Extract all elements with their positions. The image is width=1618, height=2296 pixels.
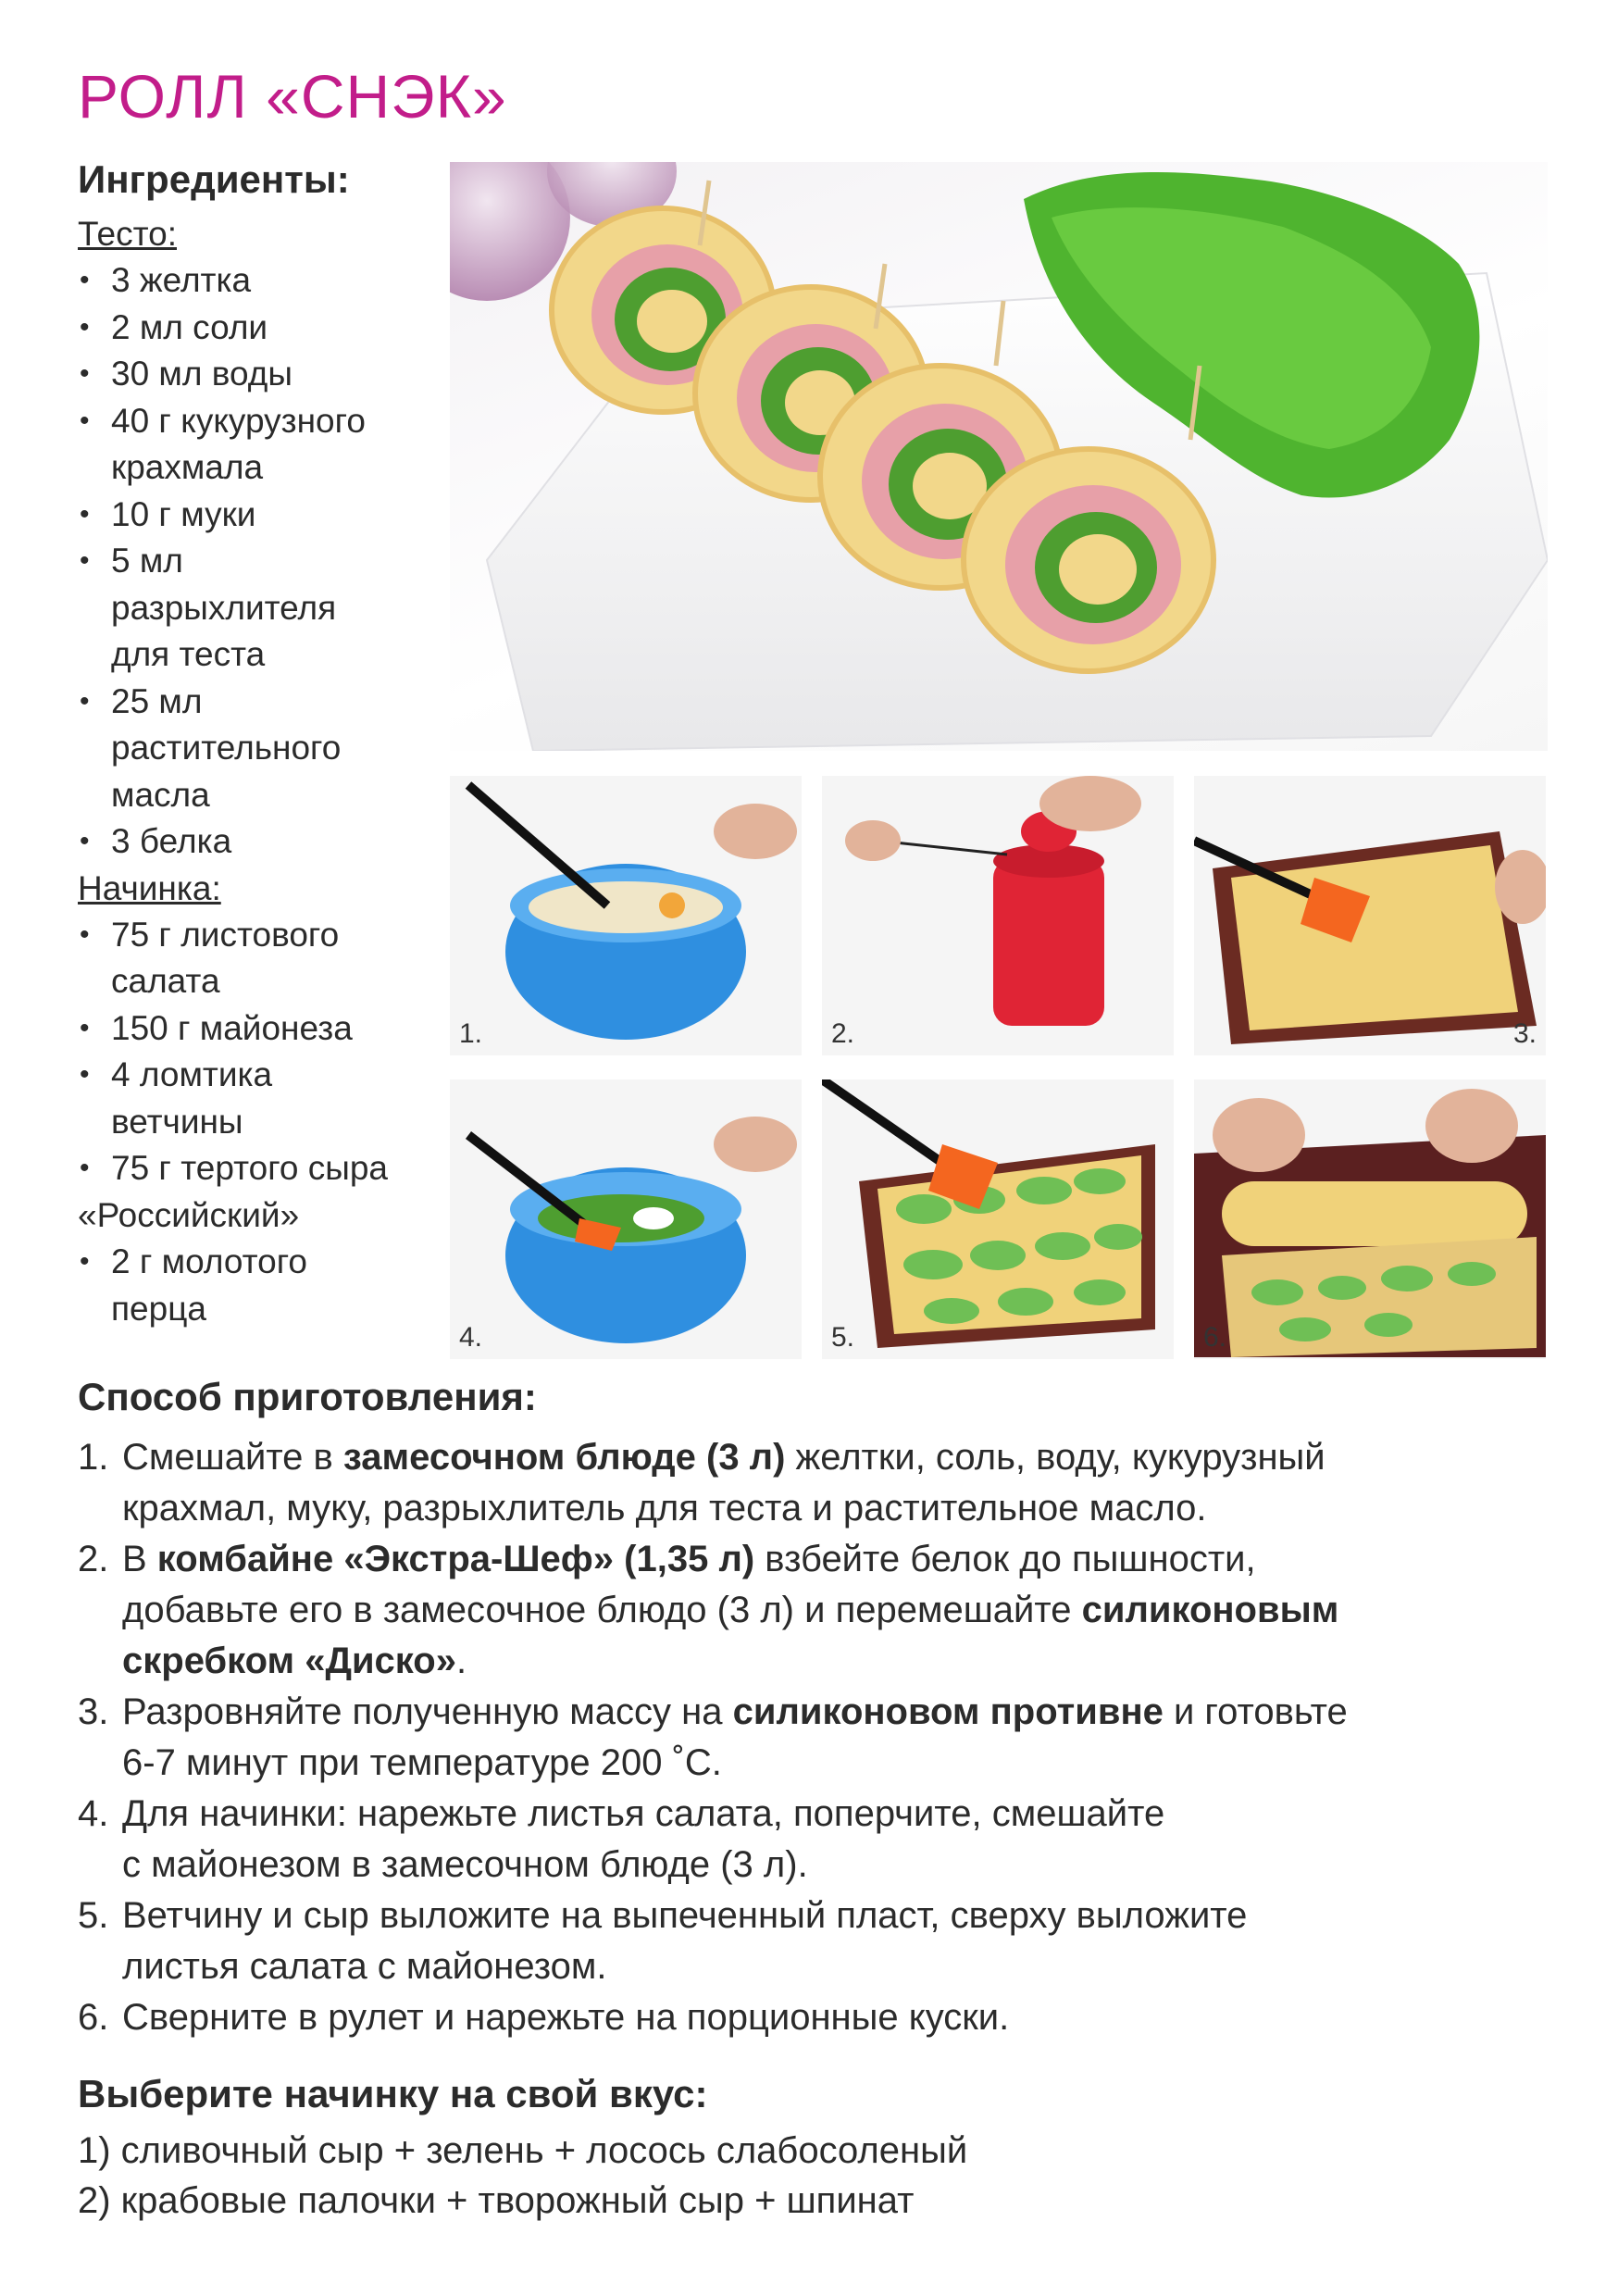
step-number: 6. bbox=[78, 1997, 109, 2038]
step-text: листья салата с майонезом. bbox=[122, 1946, 607, 1987]
step-number: 6. bbox=[1203, 1322, 1227, 1353]
ingredient-text: 3 белка bbox=[111, 822, 232, 860]
ingredient-text: 75 г листового bbox=[111, 915, 340, 954]
step-text: Ветчину и сыр выложите на выпеченный пласт, сверху выложите bbox=[122, 1895, 1248, 1936]
ingredient-text: масла bbox=[111, 775, 210, 814]
step-photo-3 bbox=[1194, 776, 1546, 1055]
bullet-icon: • bbox=[80, 358, 90, 389]
step-text: Сверните в рулет и нарежьте на порционные куски. bbox=[122, 1997, 1010, 2038]
ingredient-item bbox=[78, 1239, 448, 1332]
step-photo-6 bbox=[1194, 1079, 1546, 1359]
bullet-icon: • bbox=[80, 1012, 90, 1043]
step-text: взбейте белок до пышности, bbox=[754, 1539, 1256, 1579]
hero-photo bbox=[450, 162, 1548, 751]
step-text: 6-7 минут при температуре 200 ˚С. bbox=[122, 1742, 722, 1783]
product-name: комбайне «Экстра-Шеф» (1,35 л) bbox=[156, 1539, 755, 1579]
ingredient-text: 2 г молотого bbox=[111, 1242, 307, 1280]
ingredient-item bbox=[78, 398, 448, 492]
product-name: скребком «Диско» bbox=[122, 1641, 456, 1681]
filling-option: 2) крабовые палочки + творожный сыр + шпинат bbox=[78, 2180, 915, 2221]
ingredient-item bbox=[78, 1145, 448, 1192]
step-number: 4. bbox=[459, 1322, 483, 1353]
product-name: силиконовым bbox=[1081, 1590, 1339, 1630]
step-text: В bbox=[122, 1539, 157, 1579]
choose-filling-section bbox=[78, 2072, 1559, 2226]
step-number: 5. bbox=[831, 1322, 855, 1353]
ingredient-item bbox=[78, 818, 448, 866]
ingredient-text: крахмала bbox=[111, 448, 264, 486]
step-number: 5. bbox=[78, 1895, 109, 1936]
ingredient-text: 75 г тертого сыра bbox=[111, 1149, 388, 1187]
step-text: Смешайте в bbox=[122, 1437, 343, 1478]
filling-list bbox=[78, 912, 448, 1333]
bullet-icon: • bbox=[80, 918, 90, 950]
bullet-icon: • bbox=[80, 1153, 90, 1183]
ingredient-text: 25 мл bbox=[111, 681, 203, 720]
ingredient-text: растительного bbox=[111, 729, 342, 767]
method-step bbox=[78, 1687, 1559, 1789]
step-photo-5 bbox=[822, 1079, 1174, 1359]
step-number: 3. bbox=[78, 1691, 109, 1732]
ingredient-text: 30 мл воды bbox=[111, 355, 292, 393]
bullet-icon: • bbox=[80, 1059, 90, 1090]
step-text: Для начинки: нарежьте листья салата, поперчите, смешайте bbox=[122, 1793, 1165, 1834]
page-title: РОЛЛ «СНЭК» bbox=[78, 62, 507, 131]
ingredient-text: 150 г майонеза bbox=[111, 1008, 353, 1047]
ingredient-item bbox=[78, 538, 448, 679]
dough-list bbox=[78, 257, 448, 866]
method-step bbox=[78, 1432, 1559, 1534]
step-text: . bbox=[455, 1641, 467, 1681]
ingredient-item bbox=[78, 492, 448, 539]
ingredient-text: разрыхлителя bbox=[111, 588, 337, 627]
ingredient-item bbox=[78, 351, 448, 398]
step-text: и готовьте bbox=[1163, 1691, 1348, 1732]
step-text: добавьте его в замесочное блюдо (3 л) и перемешайте bbox=[122, 1590, 1082, 1630]
step-text: крахмал, муку, разрыхлитель для теста и растительное масло. bbox=[122, 1488, 1207, 1529]
ingredient-text: 5 мл bbox=[111, 542, 183, 580]
ingredient-item bbox=[78, 912, 448, 1005]
product-name: замесочном блюде (3 л) bbox=[342, 1437, 786, 1478]
method-step bbox=[78, 1789, 1559, 1890]
ingredient-text: 3 желтка bbox=[111, 261, 252, 299]
ingredient-item bbox=[78, 679, 448, 819]
method-step bbox=[78, 1534, 1559, 1687]
ingredient-text: «Российский» bbox=[78, 1195, 300, 1234]
ingredient-item bbox=[78, 1052, 448, 1145]
ingredient-item bbox=[78, 1005, 448, 1053]
ingredient-text: 4 ломтика bbox=[111, 1055, 273, 1093]
step-number: 1. bbox=[459, 1018, 483, 1049]
ingredient-text: 2 мл соли bbox=[111, 307, 268, 346]
steps-list bbox=[78, 1432, 1559, 2043]
step-number: 4. bbox=[78, 1793, 109, 1834]
filling-label: Начинка: bbox=[78, 868, 221, 907]
method-heading: Способ приготовления: bbox=[78, 1375, 537, 1418]
bullet-icon: • bbox=[80, 265, 90, 295]
choose-heading: Выберите начинку на свой вкус: bbox=[78, 2072, 708, 2115]
ingredient-text: салата bbox=[111, 962, 220, 1000]
step-photo-1 bbox=[450, 776, 802, 1055]
step-number: 3. bbox=[1512, 1018, 1537, 1049]
snack-roll-photo bbox=[450, 162, 1548, 751]
ingredient-text: для теста bbox=[111, 635, 266, 673]
product-name: силиконовом противне bbox=[732, 1691, 1164, 1732]
bullet-icon: • bbox=[80, 545, 90, 576]
step-number: 2. bbox=[78, 1539, 109, 1579]
roll-slice-4 bbox=[964, 449, 1214, 671]
ingredient-text: 40 г кукурузного bbox=[111, 401, 366, 440]
ingredients-section bbox=[78, 157, 448, 1332]
ingredient-item bbox=[78, 305, 448, 352]
step-number: 2. bbox=[831, 1018, 855, 1049]
ingredient-text: 10 г муки bbox=[111, 494, 256, 533]
step-photo-4 bbox=[450, 1079, 802, 1359]
step-photo-2 bbox=[822, 776, 1174, 1055]
step-number: 1. bbox=[78, 1437, 109, 1478]
step-text: с майонезом в замесочном блюде (3 л). bbox=[122, 1844, 808, 1885]
bullet-icon: • bbox=[80, 311, 90, 343]
step-text: Разровняйте полученную массу на bbox=[122, 1691, 733, 1732]
ingredient-item bbox=[78, 257, 448, 305]
ingredient-text: перца bbox=[111, 1289, 206, 1328]
bullet-icon: • bbox=[80, 405, 90, 436]
bullet-icon: • bbox=[80, 1246, 90, 1277]
ingredient-item bbox=[78, 1192, 448, 1240]
filling-option: 1) сливочный сыр + зелень + лосось слабосоленый bbox=[78, 2130, 968, 2171]
dough-label: Тесто: bbox=[78, 215, 177, 253]
ingredient-text: ветчины bbox=[111, 1102, 243, 1141]
bullet-icon: • bbox=[80, 826, 90, 856]
ingredients-heading: Ингредиенты: bbox=[78, 157, 350, 201]
method-step bbox=[78, 1890, 1559, 1992]
method-section bbox=[78, 1375, 1559, 2043]
bullet-icon: • bbox=[80, 498, 90, 530]
bullet-icon: • bbox=[80, 685, 90, 717]
step-text: желтки, соль, воду, кукурузный bbox=[785, 1437, 1326, 1478]
method-step bbox=[78, 1992, 1559, 2043]
